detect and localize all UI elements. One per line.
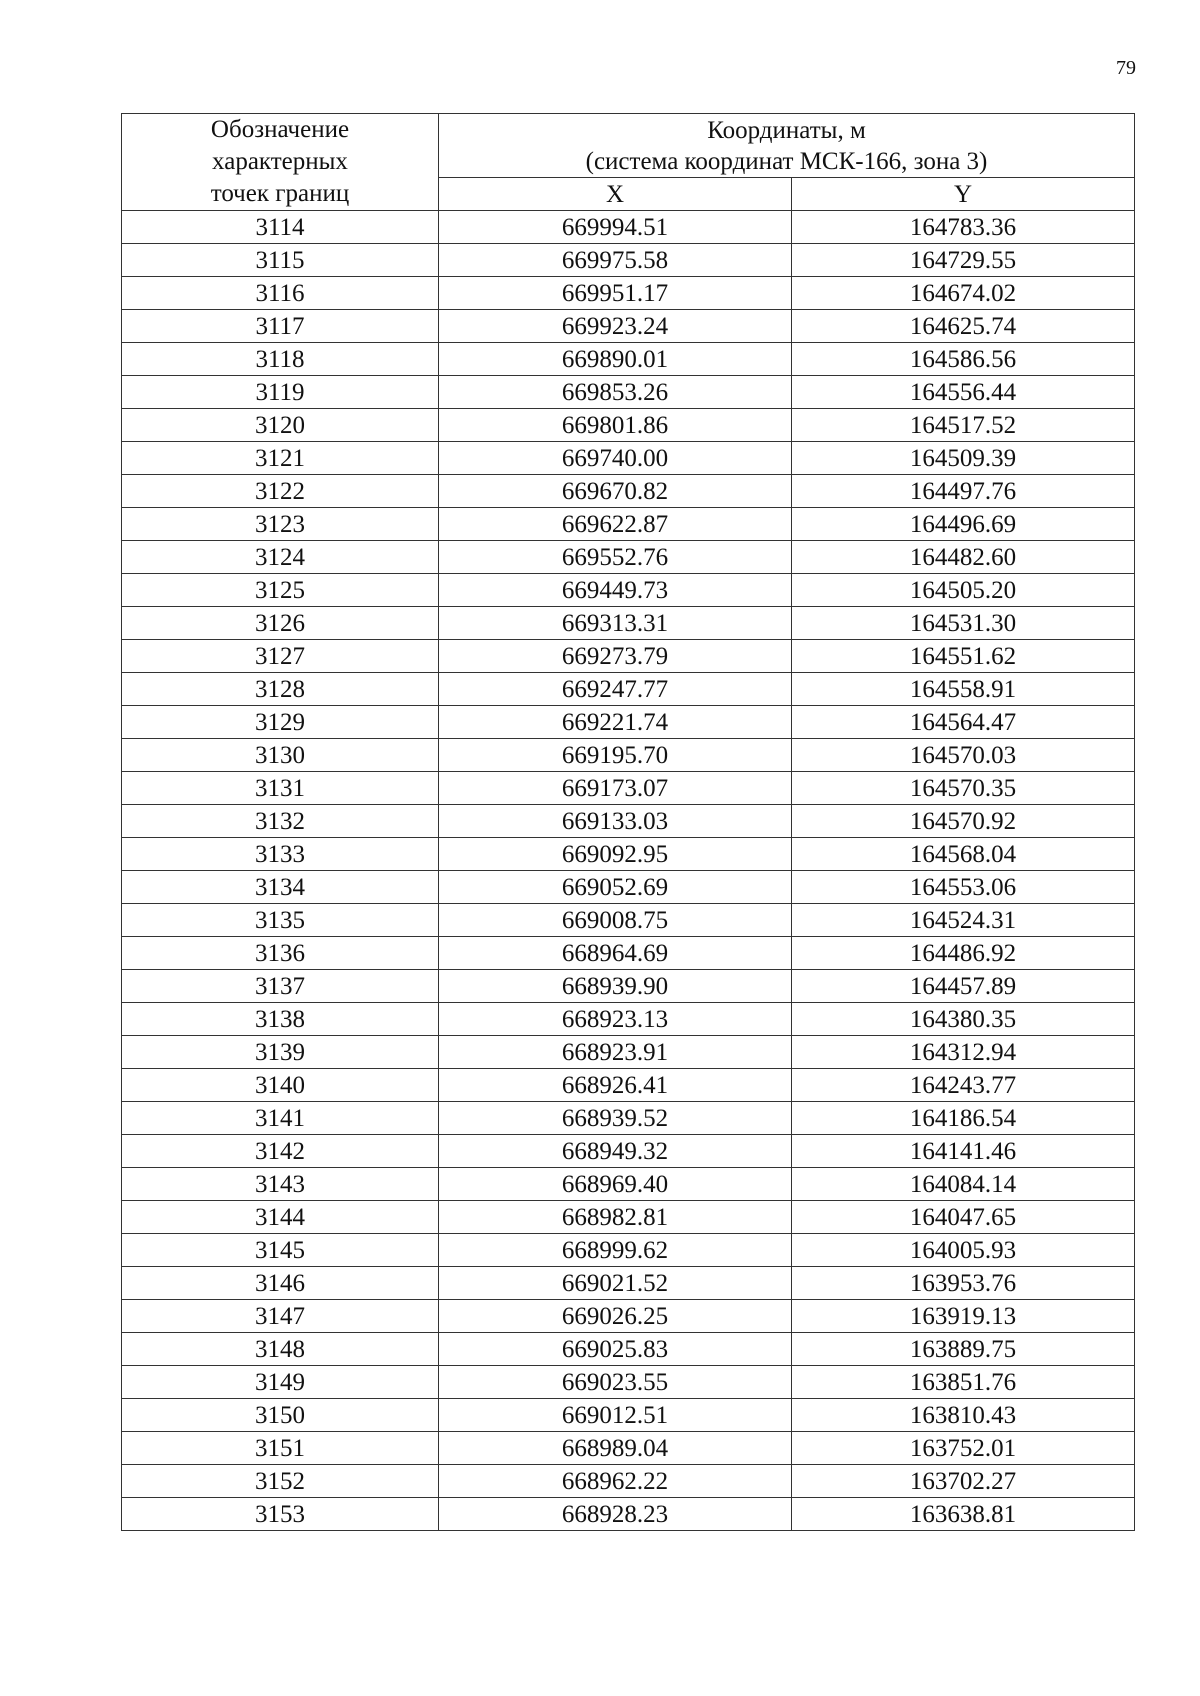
point-cell: 3124 [122, 541, 439, 574]
table-row [122, 508, 1135, 541]
y-coordinate-cell: 164084.14 [792, 1168, 1135, 1201]
point-cell: 3119 [122, 376, 439, 409]
table-row [122, 1036, 1135, 1069]
table-row [122, 541, 1135, 574]
table-row [122, 1003, 1135, 1036]
x-coordinate-cell: 668939.90 [439, 970, 792, 1003]
y-coordinate-cell: 164531.30 [792, 607, 1135, 640]
point-cell: 3140 [122, 1069, 439, 1102]
table-row [122, 1465, 1135, 1498]
x-coordinate-cell: 668999.62 [439, 1234, 792, 1267]
table-row [122, 739, 1135, 772]
y-coordinate-cell: 164312.94 [792, 1036, 1135, 1069]
table-row [122, 1399, 1135, 1432]
x-coordinate-cell: 669975.58 [439, 244, 792, 277]
table-row [122, 277, 1135, 310]
y-coordinate-cell: 164586.56 [792, 343, 1135, 376]
x-coordinate-cell: 668969.40 [439, 1168, 792, 1201]
table-row [122, 475, 1135, 508]
point-cell: 3135 [122, 904, 439, 937]
x-coordinate-cell: 669052.69 [439, 871, 792, 904]
y-coordinate-cell: 164524.31 [792, 904, 1135, 937]
x-coordinate-cell: 668982.81 [439, 1201, 792, 1234]
coords-header-line2: (система координат МСК-166, зона 3) [585, 147, 988, 175]
y-coordinate-cell: 164570.35 [792, 772, 1135, 805]
y-coordinate-cell: 164517.52 [792, 409, 1135, 442]
point-cell: 3138 [122, 1003, 439, 1036]
y-coordinate-cell: 164553.06 [792, 871, 1135, 904]
y-coordinate-cell: 164729.55 [792, 244, 1135, 277]
y-coordinate-cell: 164570.03 [792, 739, 1135, 772]
point-cell: 3148 [122, 1333, 439, 1366]
point-cell: 3149 [122, 1366, 439, 1399]
y-column-header: Y [792, 178, 1135, 211]
table-row [122, 343, 1135, 376]
point-cell: 3139 [122, 1036, 439, 1069]
table-row [122, 1498, 1135, 1531]
y-coordinate-cell: 163638.81 [792, 1498, 1135, 1531]
y-coordinate-cell: 164674.02 [792, 277, 1135, 310]
y-coordinate-cell: 164625.74 [792, 310, 1135, 343]
x-coordinate-cell: 669449.73 [439, 574, 792, 607]
table-row [122, 574, 1135, 607]
point-cell: 3136 [122, 937, 439, 970]
y-coordinate-cell: 163953.76 [792, 1267, 1135, 1300]
x-coordinate-cell: 669023.55 [439, 1366, 792, 1399]
y-coordinate-cell: 164497.76 [792, 475, 1135, 508]
table-row [122, 904, 1135, 937]
y-coordinate-cell: 164047.65 [792, 1201, 1135, 1234]
point-cell: 3131 [122, 772, 439, 805]
point-cell: 3114 [122, 211, 439, 244]
point-cell: 3128 [122, 673, 439, 706]
x-coordinate-cell: 669026.25 [439, 1300, 792, 1333]
table-row [122, 310, 1135, 343]
x-coordinate-cell: 669923.24 [439, 310, 792, 343]
table-row [122, 1201, 1135, 1234]
table-row [122, 1069, 1135, 1102]
table-row [122, 244, 1135, 277]
table-row [122, 607, 1135, 640]
x-coordinate-cell: 669092.95 [439, 838, 792, 871]
table-body [122, 211, 1135, 1531]
point-cell: 3150 [122, 1399, 439, 1432]
table-row [122, 1234, 1135, 1267]
x-coordinate-cell: 669025.83 [439, 1333, 792, 1366]
y-coordinate-cell: 164496.69 [792, 508, 1135, 541]
y-coordinate-cell: 164564.47 [792, 706, 1135, 739]
x-coordinate-cell: 669890.01 [439, 343, 792, 376]
x-coordinate-cell: 668964.69 [439, 937, 792, 970]
y-coordinate-cell: 163752.01 [792, 1432, 1135, 1465]
point-cell: 3137 [122, 970, 439, 1003]
table-row [122, 1102, 1135, 1135]
point-cell: 3134 [122, 871, 439, 904]
point-column-header [122, 114, 439, 211]
table-row [122, 1135, 1135, 1168]
point-cell: 3118 [122, 343, 439, 376]
x-coordinate-cell: 669133.03 [439, 805, 792, 838]
table-row [122, 376, 1135, 409]
y-coordinate-cell: 163851.76 [792, 1366, 1135, 1399]
x-coordinate-cell: 668989.04 [439, 1432, 792, 1465]
table-row [122, 442, 1135, 475]
x-coordinate-cell: 669247.77 [439, 673, 792, 706]
x-coordinate-cell: 669221.74 [439, 706, 792, 739]
table-row [122, 871, 1135, 904]
table-row [122, 937, 1135, 970]
point-cell: 3116 [122, 277, 439, 310]
page-number: 79 [1116, 57, 1136, 79]
table-row [122, 1333, 1135, 1366]
point-cell: 3147 [122, 1300, 439, 1333]
point-cell: 3122 [122, 475, 439, 508]
point-cell: 3142 [122, 1135, 439, 1168]
coordinates-column-header [439, 114, 1135, 178]
x-coordinate-cell: 669552.76 [439, 541, 792, 574]
table-row [122, 640, 1135, 673]
x-coordinate-cell: 669853.26 [439, 376, 792, 409]
table-row [122, 211, 1135, 244]
table-row [122, 673, 1135, 706]
x-coordinate-cell: 669622.87 [439, 508, 792, 541]
x-coordinate-cell: 669670.82 [439, 475, 792, 508]
table-row [122, 1168, 1135, 1201]
table-row [122, 1267, 1135, 1300]
y-coordinate-cell: 164509.39 [792, 442, 1135, 475]
x-coordinate-cell: 669801.86 [439, 409, 792, 442]
x-coordinate-cell: 669951.17 [439, 277, 792, 310]
y-coordinate-cell: 164486.92 [792, 937, 1135, 970]
x-coordinate-cell: 669994.51 [439, 211, 792, 244]
point-cell: 3127 [122, 640, 439, 673]
x-coordinate-cell: 669195.70 [439, 739, 792, 772]
x-coordinate-cell: 669173.07 [439, 772, 792, 805]
y-coordinate-cell: 163919.13 [792, 1300, 1135, 1333]
point-header-line1: Обозначение [210, 116, 350, 143]
point-cell: 3141 [122, 1102, 439, 1135]
y-coordinate-cell: 164380.35 [792, 1003, 1135, 1036]
table-row [122, 1432, 1135, 1465]
y-coordinate-cell: 164570.92 [792, 805, 1135, 838]
y-coordinate-cell: 164783.36 [792, 211, 1135, 244]
point-cell: 3120 [122, 409, 439, 442]
y-coordinate-cell: 164505.20 [792, 574, 1135, 607]
y-coordinate-cell: 164243.77 [792, 1069, 1135, 1102]
y-coordinate-cell: 164005.93 [792, 1234, 1135, 1267]
x-coordinate-cell: 669012.51 [439, 1399, 792, 1432]
y-coordinate-cell: 164482.60 [792, 541, 1135, 574]
x-coordinate-cell: 669021.52 [439, 1267, 792, 1300]
point-cell: 3123 [122, 508, 439, 541]
x-coordinate-cell: 669740.00 [439, 442, 792, 475]
point-cell: 3145 [122, 1234, 439, 1267]
x-coordinate-cell: 668928.23 [439, 1498, 792, 1531]
x-coordinate-cell: 669313.31 [439, 607, 792, 640]
table-row [122, 1300, 1135, 1333]
x-coordinate-cell: 668923.13 [439, 1003, 792, 1036]
coords-header-line1: Координаты, м [707, 116, 866, 144]
x-coordinate-cell: 669008.75 [439, 904, 792, 937]
table-row [122, 970, 1135, 1003]
point-cell: 3146 [122, 1267, 439, 1300]
point-cell: 3153 [122, 1498, 439, 1531]
y-coordinate-cell: 163889.75 [792, 1333, 1135, 1366]
x-coordinate-cell: 668926.41 [439, 1069, 792, 1102]
point-cell: 3144 [122, 1201, 439, 1234]
y-coordinate-cell: 163702.27 [792, 1465, 1135, 1498]
coordinates-table [121, 113, 1135, 1531]
y-coordinate-cell: 164558.91 [792, 673, 1135, 706]
table-row [122, 706, 1135, 739]
point-header-line2: характерных [212, 148, 348, 175]
x-coordinate-cell: 668949.32 [439, 1135, 792, 1168]
y-coordinate-cell: 164141.46 [792, 1135, 1135, 1168]
point-cell: 3125 [122, 574, 439, 607]
y-coordinate-cell: 163810.43 [792, 1399, 1135, 1432]
point-cell: 3152 [122, 1465, 439, 1498]
x-coordinate-cell: 668923.91 [439, 1036, 792, 1069]
x-column-header: X [439, 178, 792, 211]
x-coordinate-cell: 668939.52 [439, 1102, 792, 1135]
point-cell: 3143 [122, 1168, 439, 1201]
point-cell: 3129 [122, 706, 439, 739]
point-cell: 3121 [122, 442, 439, 475]
y-coordinate-cell: 164457.89 [792, 970, 1135, 1003]
table-row [122, 805, 1135, 838]
point-cell: 3117 [122, 310, 439, 343]
x-coordinate-cell: 668962.22 [439, 1465, 792, 1498]
point-cell: 3126 [122, 607, 439, 640]
point-cell: 3115 [122, 244, 439, 277]
point-header-line3: точек границ [210, 180, 350, 207]
table-row [122, 1366, 1135, 1399]
point-cell: 3130 [122, 739, 439, 772]
x-coordinate-cell: 669273.79 [439, 640, 792, 673]
point-cell: 3132 [122, 805, 439, 838]
table-row [122, 772, 1135, 805]
table-row [122, 409, 1135, 442]
table-header [122, 114, 1135, 211]
point-cell: 3133 [122, 838, 439, 871]
y-coordinate-cell: 164556.44 [792, 376, 1135, 409]
y-coordinate-cell: 164568.04 [792, 838, 1135, 871]
y-coordinate-cell: 164551.62 [792, 640, 1135, 673]
table-row [122, 838, 1135, 871]
y-coordinate-cell: 164186.54 [792, 1102, 1135, 1135]
point-cell: 3151 [122, 1432, 439, 1465]
